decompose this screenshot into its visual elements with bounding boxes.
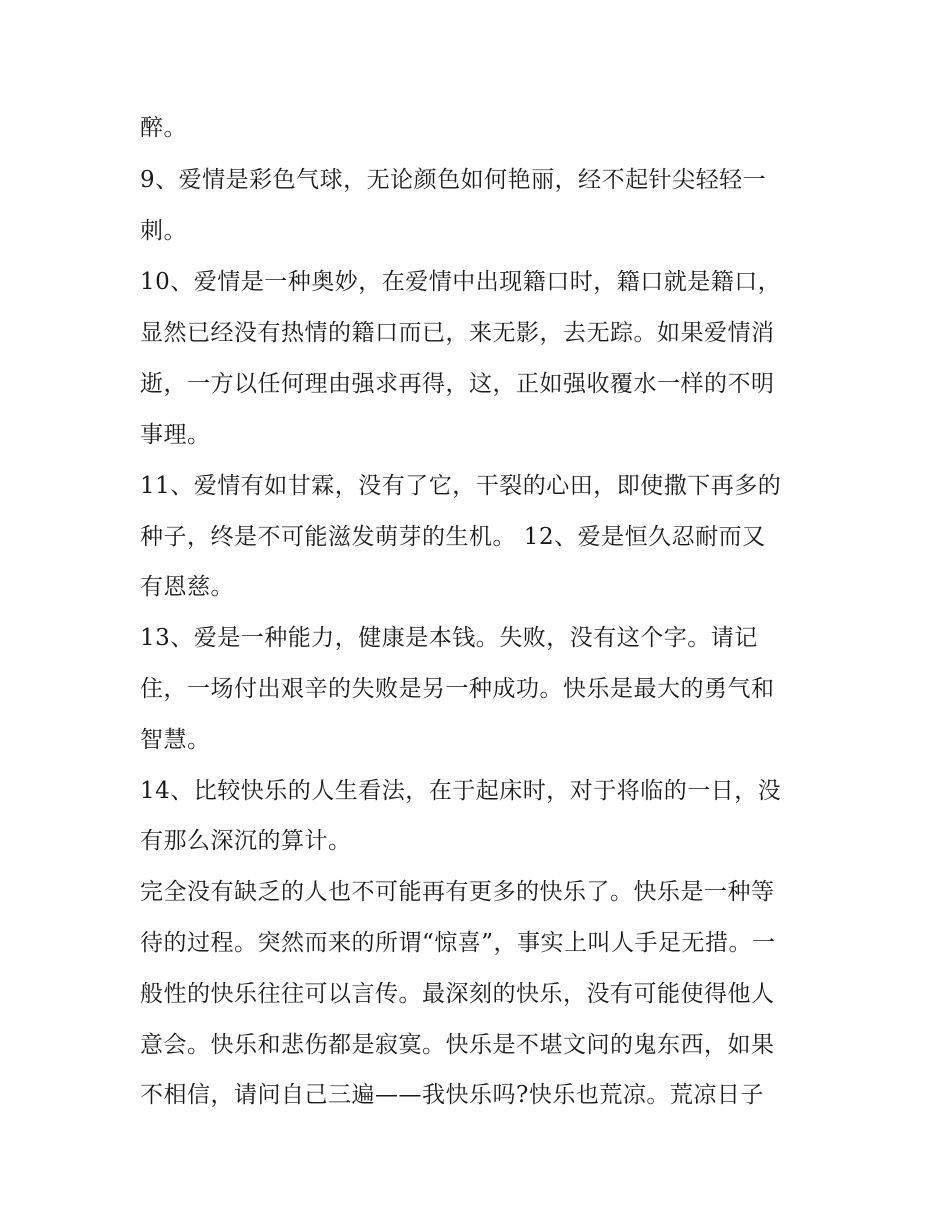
text-line: 刺。 xyxy=(140,218,187,244)
text-line: 有恩慈。 xyxy=(140,574,234,600)
text-line: 事理。 xyxy=(140,422,211,448)
text-line: 不相信，请问自己三遍——我快乐吗?快乐也荒凉。荒凉日子 xyxy=(140,1082,764,1108)
text-line: 完全没有缺乏的人也不可能再有更多的快乐了。快乐是一种等 xyxy=(140,879,775,905)
text-line: 9、爱情是彩色气球，无论颜色如何艳丽，经不起针尖轻轻一 xyxy=(140,167,767,193)
text-line: 10、爱情是一种奥妙，在爱情中出现籍口时，籍口就是籍口， xyxy=(140,269,782,295)
text-line: 智慧。 xyxy=(140,727,211,753)
text-line: 11、爱情有如甘霖，没有了它，干裂的心田，即使撒下再多的 xyxy=(140,473,782,499)
text-line: 住，一场付出艰辛的失败是另一种成功。快乐是最大的勇气和 xyxy=(140,676,775,702)
text-line: 待的过程。突然而来的所谓“惊喜”，事实上叫人手足无措。一 xyxy=(140,930,776,956)
text-line: 种子，终是不可能滋发萌芽的生机。 12、爱是恒久忍耐而又 xyxy=(140,524,766,550)
text-line: 般性的快乐往往可以言传。最深刻的快乐，没有可能使得他人 xyxy=(140,981,775,1007)
text-line: 显然已经没有热情的籍口而已，来无影，去无踪。如果爱情消 xyxy=(140,320,775,346)
text-line: 13、爱是一种能力，健康是本钱。失败，没有这个字。请记 xyxy=(140,625,758,651)
text-line: 逝，一方以任何理由强求再得，这，正如强收覆水一样的不明 xyxy=(140,371,775,397)
text-line: 有那么深沉的算计。 xyxy=(140,828,352,854)
text-line: 意会。快乐和悲伤都是寂寞。快乐是不堪文问的鬼东西，如果 xyxy=(140,1032,775,1058)
text-line: 醉。 xyxy=(140,115,187,141)
text-line: 14、比较快乐的人生看法，在于起床时，对于将临的一日，没 xyxy=(140,778,782,804)
